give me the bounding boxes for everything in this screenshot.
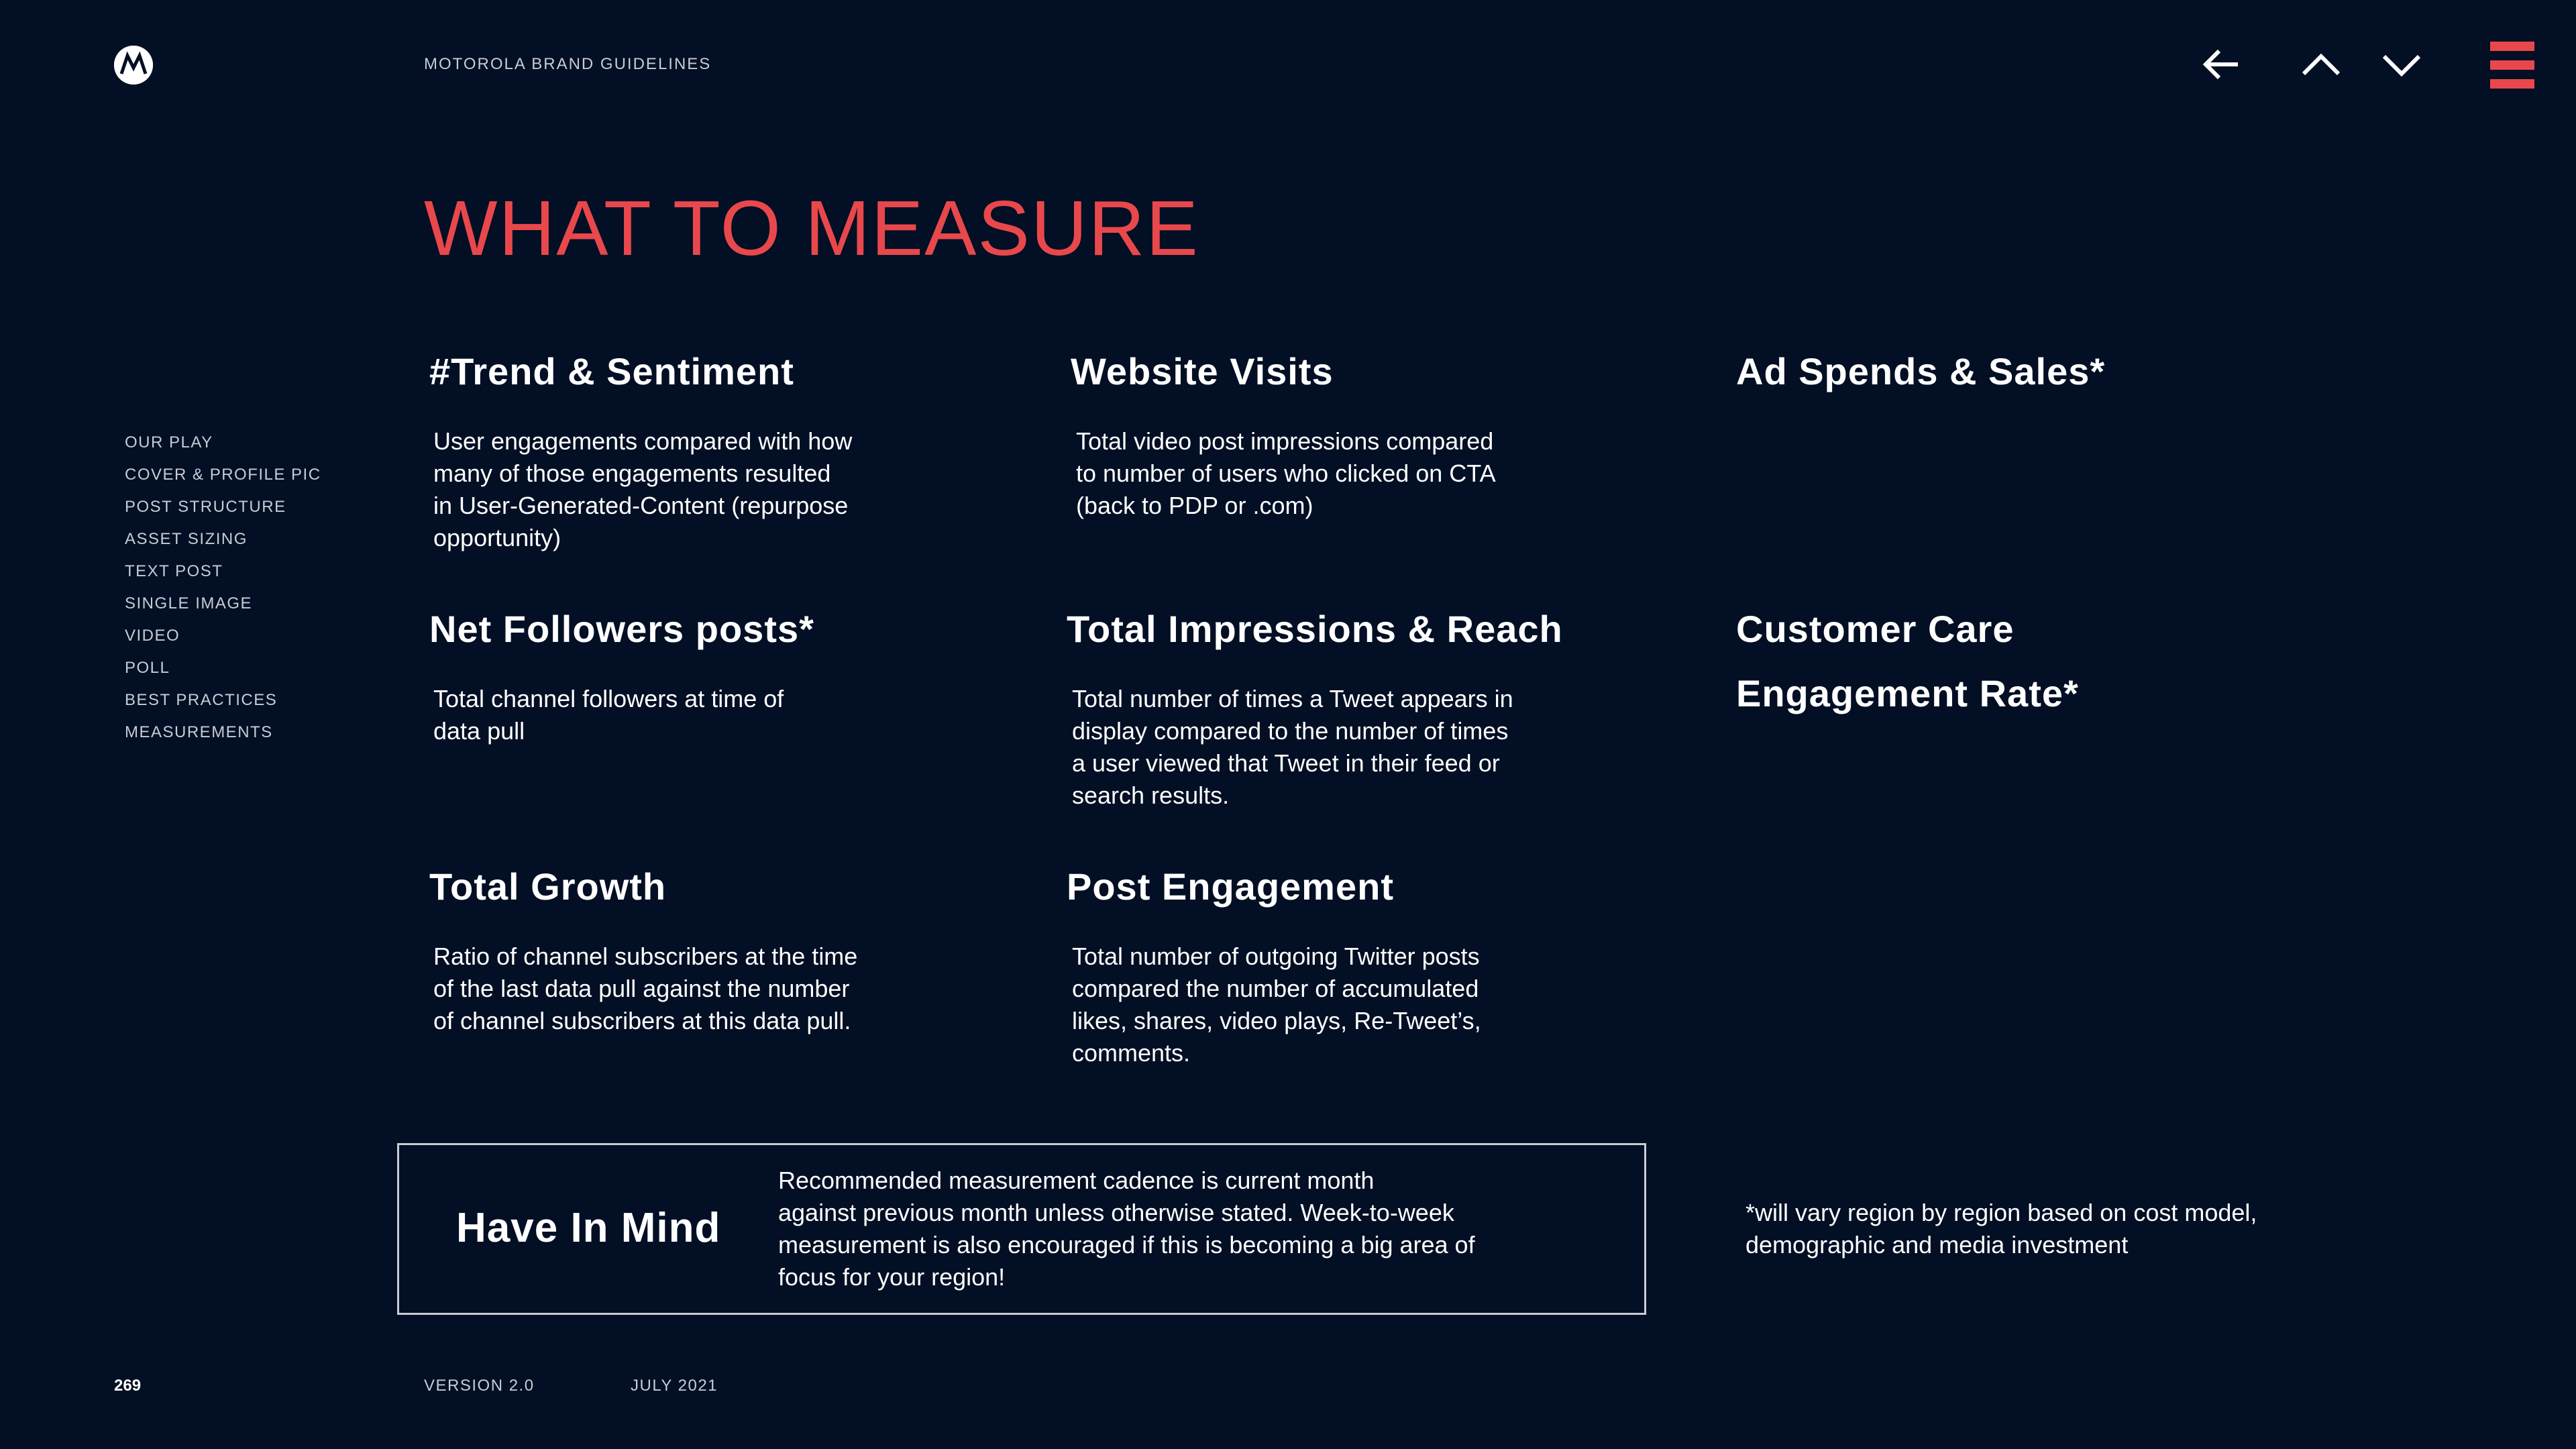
sidebar-item-post-structure[interactable]: POST STRUCTURE bbox=[125, 498, 286, 516]
desc-line: Total video post impressions compared bbox=[1076, 427, 1494, 455]
desc-line: comments. bbox=[1072, 1039, 1191, 1067]
desc-line: of the last data pull against the number bbox=[433, 975, 850, 1002]
desc-line: (back to PDP or .com) bbox=[1076, 492, 1313, 519]
page-number: 269 bbox=[114, 1377, 142, 1395]
metric-total-impressions-reach bbox=[1067, 597, 1563, 661]
back-button[interactable] bbox=[2200, 43, 2243, 86]
desc-line: Ratio of channel subscribers at the time bbox=[433, 943, 858, 970]
hamburger-menu-icon bbox=[2490, 42, 2534, 89]
sidebar-item-cover-profile-pic[interactable]: COVER & PROFILE PIC bbox=[125, 466, 321, 484]
metric-heading: Total Growth bbox=[429, 865, 667, 908]
metric-website-visits bbox=[1071, 339, 1334, 404]
desc-line: compared the number of accumulated bbox=[1072, 975, 1479, 1002]
next-page-button[interactable] bbox=[2380, 43, 2423, 86]
heading-line: Engagement Rate* bbox=[1736, 672, 2079, 714]
desc-line: Total number of outgoing Twitter posts bbox=[1072, 943, 1480, 970]
desc-line: a user viewed that Tweet in their feed or bbox=[1072, 749, 1500, 777]
metric-post-engagement-desc bbox=[1072, 941, 1649, 1069]
chevron-up-icon bbox=[2300, 43, 2343, 86]
metric-website-visits-desc bbox=[1076, 425, 1653, 522]
metric-total-growth-desc bbox=[433, 941, 983, 1037]
desc-line: opportunity) bbox=[433, 524, 561, 551]
footnote-line: *will vary region by region based on cost model, bbox=[1746, 1199, 2257, 1226]
metric-trend-sentiment bbox=[429, 339, 794, 404]
metric-net-followers-desc bbox=[433, 683, 983, 747]
desc-line: likes, shares, video plays, Re-Tweet’s, bbox=[1072, 1007, 1481, 1034]
metric-trend-desc bbox=[433, 425, 983, 554]
desc-line: to number of users who clicked on CTA bbox=[1076, 460, 1496, 487]
text-line: focus for your region! bbox=[778, 1263, 1006, 1291]
sidebar-item-poll[interactable]: POLL bbox=[125, 659, 170, 677]
desc-line: display compared to the number of times bbox=[1072, 717, 1509, 745]
desc-line: in User-Generated-Content (repurpose bbox=[433, 492, 849, 519]
metric-total-impressions-desc bbox=[1072, 683, 1649, 812]
metric-ad-spends-sales bbox=[1736, 339, 2105, 404]
have-in-mind-text bbox=[778, 1165, 1603, 1293]
sidebar-item-measurements[interactable]: MEASUREMENTS bbox=[125, 723, 273, 741]
footnote bbox=[1746, 1197, 2376, 1261]
sidebar-item-text-post[interactable]: TEXT POST bbox=[125, 562, 223, 580]
text-line: measurement is also encouraged if this is becoming a big area of bbox=[778, 1231, 1475, 1258]
metric-heading: Post Engagement bbox=[1067, 865, 1394, 908]
desc-line: User engagements compared with how bbox=[433, 427, 853, 455]
metric-heading: Website Visits bbox=[1071, 350, 1334, 392]
desc-line: data pull bbox=[433, 717, 525, 745]
sidebar-item-our-play[interactable]: OUR PLAY bbox=[125, 433, 213, 451]
chevron-down-icon bbox=[2380, 43, 2423, 86]
version-label: VERSION 2.0 bbox=[424, 1377, 535, 1395]
desc-line: search results. bbox=[1072, 782, 1230, 809]
metric-heading: Net Followers posts* bbox=[429, 608, 814, 650]
previous-page-button[interactable] bbox=[2300, 43, 2343, 86]
sidebar-item-video[interactable]: VIDEO bbox=[125, 627, 180, 645]
sidebar-item-asset-sizing[interactable]: ASSET SIZING bbox=[125, 530, 248, 548]
arrow-left-icon bbox=[2200, 43, 2243, 86]
date-label: JULY 2021 bbox=[631, 1377, 718, 1395]
motorola-logo-icon[interactable] bbox=[114, 46, 153, 85]
text-line: against previous month unless otherwise stated. Week-to-week bbox=[778, 1199, 1454, 1226]
desc-line: of channel subscribers at this data pull. bbox=[433, 1007, 851, 1034]
sidebar-item-best-practices[interactable]: BEST PRACTICES bbox=[125, 691, 278, 709]
sidebar-item-single-image[interactable]: SINGLE IMAGE bbox=[125, 594, 253, 612]
metric-post-engagement bbox=[1067, 855, 1394, 919]
text-line: Recommended measurement cadence is current month bbox=[778, 1167, 1375, 1194]
brand-guidelines-label: MOTOROLA BRAND GUIDELINES bbox=[424, 55, 712, 73]
sidebar-nav bbox=[125, 429, 321, 751]
desc-line: Total channel followers at time of bbox=[433, 685, 784, 712]
metric-total-growth bbox=[429, 855, 666, 919]
metric-heading: Total Impressions & Reach bbox=[1067, 608, 1563, 650]
desc-line: many of those engagements resulted bbox=[433, 460, 831, 487]
metric-net-followers bbox=[429, 597, 814, 661]
metric-heading: Ad Spends & Sales* bbox=[1736, 350, 2106, 392]
metric-heading: #Trend & Sentiment bbox=[429, 350, 794, 392]
desc-line: Total number of times a Tweet appears in bbox=[1072, 685, 1513, 712]
heading-line: Customer Care bbox=[1736, 608, 2015, 650]
have-in-mind-heading: Have In Mind bbox=[456, 1205, 721, 1251]
menu-button[interactable] bbox=[2490, 42, 2534, 89]
footnote-line: demographic and media investment bbox=[1746, 1231, 2129, 1258]
metric-customer-care bbox=[1736, 597, 2079, 726]
metric-heading bbox=[1736, 597, 2079, 726]
page-title: WHAT TO MEASURE bbox=[424, 184, 1199, 272]
